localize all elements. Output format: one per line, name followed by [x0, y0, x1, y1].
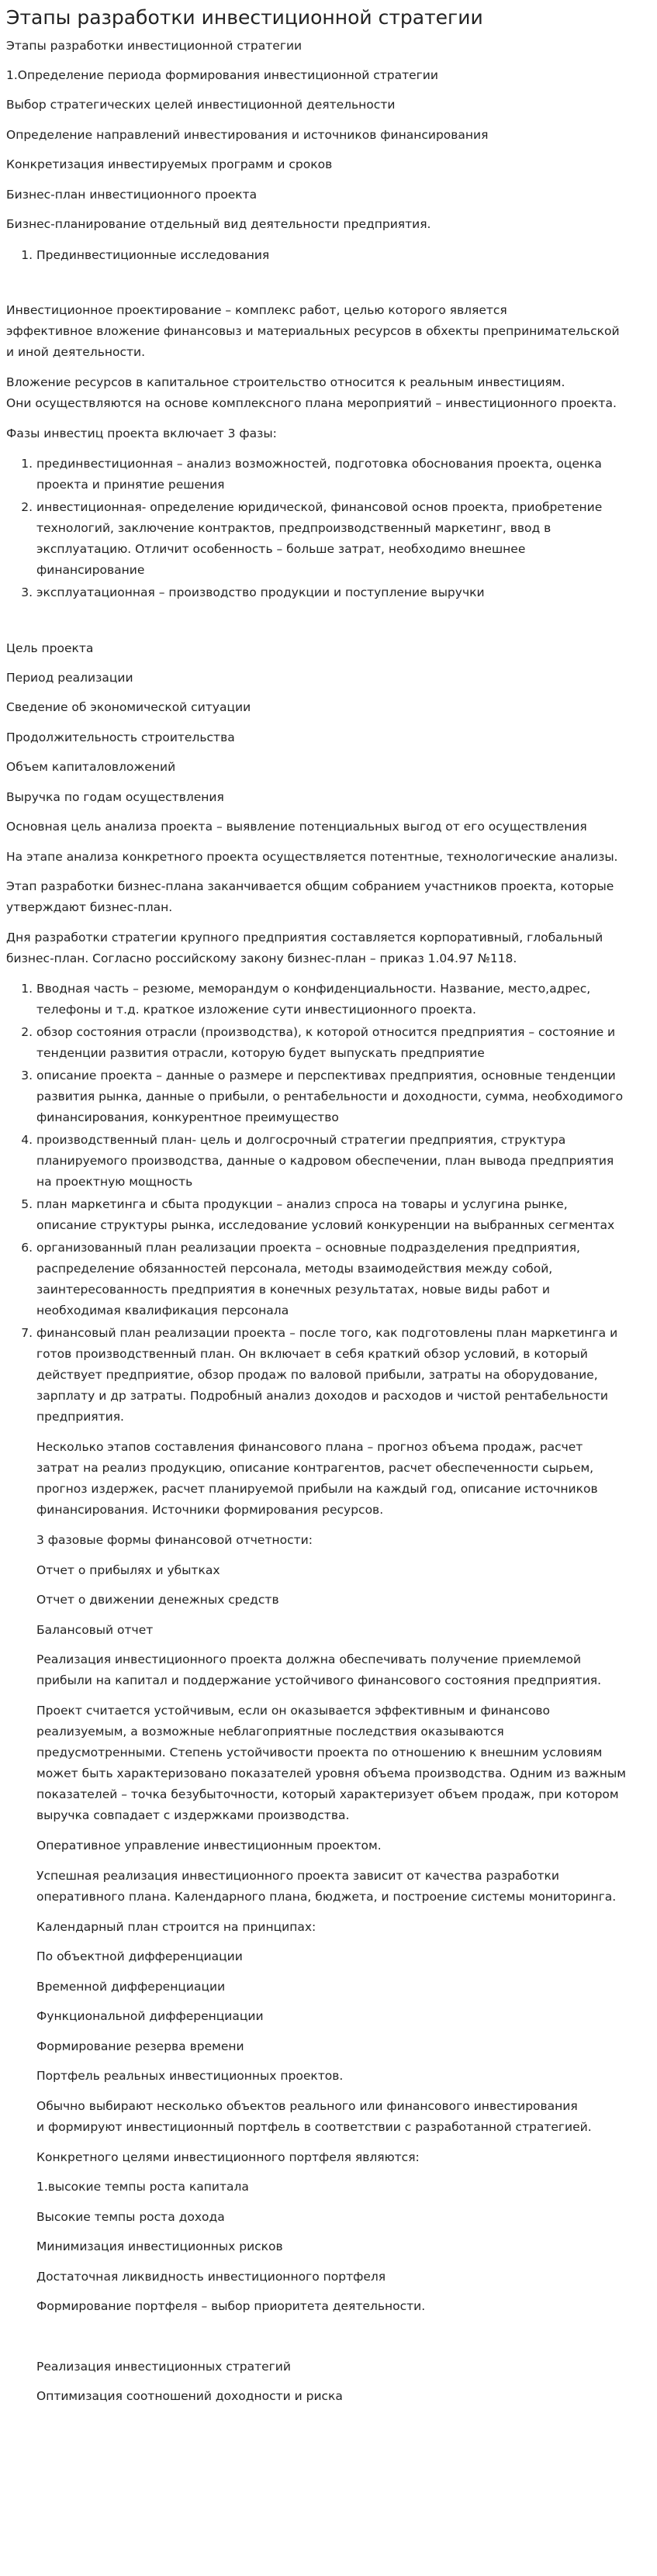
text-line: выручка совпадает с издержками производства. [36, 1808, 350, 1822]
text-line: Этапы разработки инвестиционной стратегии [6, 39, 303, 53]
list-number: 1. [21, 457, 33, 471]
text-line: Реализация инвестиционного проекта должна обеспечивать получение приемлемой [36, 1652, 582, 1666]
text-line: Функциональной дифференциации [36, 2009, 264, 2023]
text-line: Этап разработки бизнес-плана заканчивается общим собранием участников проекта, которые [6, 879, 614, 893]
list-number: 1. [21, 982, 33, 996]
text-line: и иной деятельности. [6, 345, 146, 359]
text-line: Портфель реальных инвестиционных проектов. [36, 2069, 344, 2083]
text-line: Они осуществляются на основе комплексного плана мероприятий – инвестиционного проекта. [6, 396, 617, 410]
text-line: затрат на реализ продукцию, описание контрагентов, расчет обеспеченности сырьем, [36, 1461, 594, 1475]
text-line: готов производственный план. Он включает в себя краткий обзор условий, в который [36, 1347, 588, 1361]
text-line: прединвестиционная – анализ возможностей, подготовка обоснования проекта, оценка [36, 457, 602, 471]
text-line: Оптимизация соотношений доходности и риска [36, 2389, 343, 2403]
text-line: Конкретного целями инвестиционного портфеля являются: [36, 2150, 420, 2164]
text-line: Достаточная ликвидность инвестиционного портфеля [36, 2270, 386, 2284]
list-number: 5. [21, 1197, 33, 1211]
text-line: Вводная часть – резюме, меморандум о конфиденциальности. Название, место,адрес, [36, 982, 591, 996]
text-line: эффективное вложение финансовыз и материальных ресурсов в обхекты препринимательской [6, 324, 620, 338]
text-line: прогноз издержек, расчет планируемой прибыли на каждый год, описание источников [36, 1482, 598, 1496]
text-line: Проект считается устойчивым, если он оказывается эффективным и финансово [36, 1704, 551, 1718]
text-line: 3 фазовые формы финансовой отчетности: [36, 1533, 313, 1547]
text-line: предприятия. [36, 1410, 124, 1424]
text-line: финансовый план реализации проекта – после того, как подготовлены план маркетинга и [36, 1326, 618, 1340]
text-line: Выручка по годам осуществления [6, 790, 224, 804]
text-line: прибыли на капитал и поддержание устойчивого финансового состояния предприятия. [36, 1673, 602, 1687]
text-line: описание структуры рынка, исследование условий конкуренции на выбранных сегментах [36, 1218, 615, 1232]
text-line: производственный план- цель и долгосрочный стратегии предприятия, структура [36, 1133, 566, 1147]
text-line: утверждают бизнес-план. [6, 900, 173, 914]
text-line: Высокие темпы роста дохода [36, 2210, 225, 2224]
text-line: 1.Определение периода формирования инвестиционной стратегии [6, 68, 438, 82]
text-line: тенденции развития отрасли, которую будет выпускать предприятие [36, 1046, 485, 1060]
text-line: финансирование [36, 563, 145, 577]
list-number: 3. [21, 1069, 33, 1083]
text-line: зарплату и др затраты. Подробный анализ доходов и расходов и чистой рентабельности [36, 1389, 608, 1403]
text-line: Балансовый отчет [36, 1623, 154, 1637]
text-line: На этапе анализа конкретного проекта осуществляется потентные, технологические анализы. [6, 850, 618, 864]
list-number: 1. [21, 248, 33, 262]
text-line: Формирование резерва времени [36, 2039, 244, 2053]
text-line: Основная цель анализа проекта – выявление потенциальных выгод от его осуществления [6, 820, 587, 834]
text-line: эксплуатацию. Отличит особенность – больше затрат, необходимо внешнее [36, 542, 526, 556]
text-line: необходимая квалификация персонала [36, 1304, 289, 1317]
text-line: оперативного плана. Календарного плана, бюджета, и построение системы мониторинга. [36, 1890, 617, 1904]
text-line: Прединвестиционные исследования [36, 248, 270, 262]
text-line: инвестиционная- определение юридической, финансовой основ проекта, приобретение [36, 500, 603, 514]
text-line: на проектную мощность [36, 1175, 193, 1189]
list-number: 2. [21, 1025, 33, 1039]
list-number: 6. [21, 1241, 33, 1255]
text-line: Обычно выбирают несколько объектов реального или финансового инвестирования [36, 2099, 578, 2113]
text-line: развития рынка, данные о прибыли, о рентабельности и доходности, сумма, необходимого [36, 1089, 624, 1103]
text-line: эксплуатационная – производство продукции и поступление выручки [36, 585, 485, 599]
text-line: планируемого производства, данные о кадровом обеспечении, план вывода предприятия [36, 1154, 614, 1168]
text-line: По объектной дифференциации [36, 1949, 243, 1963]
list-number: 2. [21, 500, 33, 514]
text-line: Фазы инвестиц проекта включает 3 фазы: [6, 426, 277, 440]
list-number: 4. [21, 1133, 33, 1147]
text-line: Объем капиталовложений [6, 760, 176, 774]
text-line: Период реализации [6, 671, 133, 685]
text-line: заинтересованность предприятия в конечных результатах, новые виды работ и [36, 1283, 550, 1297]
text-line: Цель проекта [6, 641, 94, 655]
text-line: Бизнес-план инвестиционного проекта [6, 188, 258, 202]
text-line: Инвестиционное проектирование – комплекс работ, целью которого является [6, 303, 507, 317]
text-line: финансирования, конкурентное преимущество [36, 1110, 339, 1124]
text-line: план маркетинга и сбыта продукции – анализ спроса на товары и услугина рынке, [36, 1197, 568, 1211]
text-line: финансирования. Источники формирования ресурсов. [36, 1503, 384, 1517]
text-line: Выбор стратегических целей инвестиционной деятельности [6, 98, 396, 112]
text-line: Реализация инвестиционных стратегий [36, 2360, 291, 2374]
text-line: 1.высокие темпы роста капитала [36, 2180, 249, 2194]
text-line: Конкретизация инвестируемых программ и сроков [6, 157, 333, 171]
text-line: Продолжительность строительства [6, 730, 235, 744]
list-number: 7. [21, 1326, 33, 1340]
text-line: Несколько этапов составления финансового плана – прогноз объема продаж, расчет [36, 1440, 583, 1454]
text-line: Календарный план строится на принципах: [36, 1920, 316, 1934]
text-line: действует предприятие, обзор продаж по валовой прибыли, затраты на оборудование, [36, 1368, 598, 1382]
text-line: Определение направлений инвестирования и источников финансирования [6, 128, 489, 142]
text-line: Временной дифференциации [36, 1980, 226, 1994]
text-line: Дня разработки стратегии крупного предприятия составляется корпоративный, глобальный [6, 931, 603, 944]
text-line: Отчет о движении денежных средств [36, 1593, 279, 1607]
text-line: обзор состояния отрасли (производства), к которой относится предприятия – состояние и [36, 1025, 616, 1039]
text-line: реализуемым, а возможные неблагоприятные последствия оказываются [36, 1725, 504, 1739]
text-line: показателей – точка безубыточности, который характеризует объем продаж, при котором [36, 1787, 619, 1801]
text-line: Бизнес-планирование отдельный вид деятельности предприятия. [6, 217, 431, 231]
text-line: Формирование портфеля – выбор приоритета деятельности. [36, 2299, 426, 2313]
text-line: и формируют инвестиционный портфель в соответствии с разработанной стратегией. [36, 2120, 592, 2134]
text-line: организованный план реализации проекта – основные подразделения предприятия, [36, 1241, 580, 1255]
text-line: Вложение ресурсов в капитальное строительство относится к реальным инвестициям. [6, 375, 565, 389]
text-line: Успешная реализация инвестиционного проекта зависит от качества разработки [36, 1869, 559, 1883]
text-line: предусмотренными. Степень устойчивости проекта по отношению к внешним условиям [36, 1746, 603, 1759]
list-number: 3. [21, 585, 33, 599]
text-line: Минимизация инвестиционных рисков [36, 2239, 283, 2253]
text-line: Сведение об экономической ситуации [6, 700, 251, 714]
text-line: описание проекта – данные о размере и перспективах предприятия, основные тенденции [36, 1069, 616, 1083]
text-line: бизнес-план. Согласно российскому закону бизнес-план – приказ 1.04.97 №118. [6, 951, 517, 965]
text-line: может быть характеризовано показателей уровня объема производства. Одним из важным [36, 1766, 626, 1780]
text-line: телефоны и т.д. краткое изложение сути инвестиционного проекта. [36, 1003, 476, 1017]
page-title: Этапы разработки инвестиционной стратегии [6, 6, 483, 29]
text-line: Оперативное управление инвестиционным проектом. [36, 1839, 382, 1853]
text-line: Отчет о прибылях и убытках [36, 1563, 220, 1577]
text-line: технологий, заключение контрактов, предпроизводственный маркетинг, ввод в [36, 521, 552, 535]
text-line: проекта и принятие решения [36, 478, 225, 492]
text-line: распределение обязанностей персонала, методы взаимодействия между собой, [36, 1262, 553, 1276]
